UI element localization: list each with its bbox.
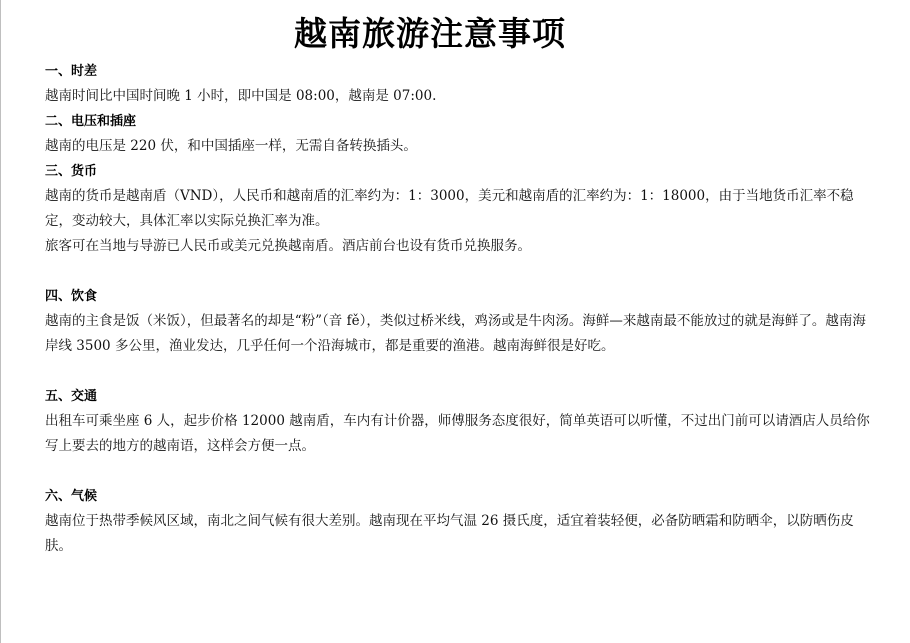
section-heading: 六、气候 [45,489,98,504]
section-paragraph: 出租车可乘坐座 6 人，起步价格 12000 越南盾，车内有计价器，师傅服务态度很好，简单英语可以听懂，不过出门前可以请酒店人员给你写上要去的地方的越南语，这样会方便一点。 [45,413,870,454]
section-paragraph: 越南的电压是 220 伏，和中国插座一样，无需自备转换插头。 [45,138,417,154]
section-heading: 一、时差 [45,64,98,79]
document-title: 越南旅游注意事项 [294,14,566,53]
spacer [45,459,877,484]
section-voltage [45,109,877,159]
section-paragraph: 旅客可在当地与导游已人民币或美元兑换越南盾。酒店前台也设有货币兑换服务。 [45,238,531,254]
spacer [45,259,877,284]
section-currency [45,159,877,259]
spacer [45,359,877,384]
section-heading: 二、电压和插座 [45,114,137,129]
section-time-difference [45,59,877,109]
section-paragraph: 越南位于热带季候风区域，南北之间气候有很大差别。越南现在平均气温 26 摄氏度，适宜着装轻便，必备防晒霜和防晒伞，以防晒伤皮肤。 [45,513,854,554]
section-paragraph: 越南的主食是饭（米饭），但最著名的却是“粉”（音 fě），类似过桥米线，鸡汤或是牛肉汤。海鲜—来越南最不能放过的就是海鲜了。越南海岸线 3500 多公里，渔业发达，几乎任何一个沿海城市，都是重要的渔港。越南海鲜很是好吃。 [45,313,866,354]
section-paragraph: 越南的货币是越南盾（VND），人民币和越南盾的汇率约为：1：3000，美元和越南盾的汇率约为：1：18000，由于当地货币汇率不稳定，变动较大，具体汇率以实际兑换汇率为准。 [45,188,854,229]
section-food [45,284,877,359]
section-climate [45,484,877,559]
section-heading: 四、饮食 [45,289,98,304]
document-body [45,59,877,559]
section-transport [45,384,877,459]
section-heading: 五、交通 [45,389,98,404]
section-paragraph: 越南时间比中国时间晚 1 小时，即中国是 08:00，越南是 07:00. [45,88,437,104]
section-heading: 三、货币 [45,164,98,179]
